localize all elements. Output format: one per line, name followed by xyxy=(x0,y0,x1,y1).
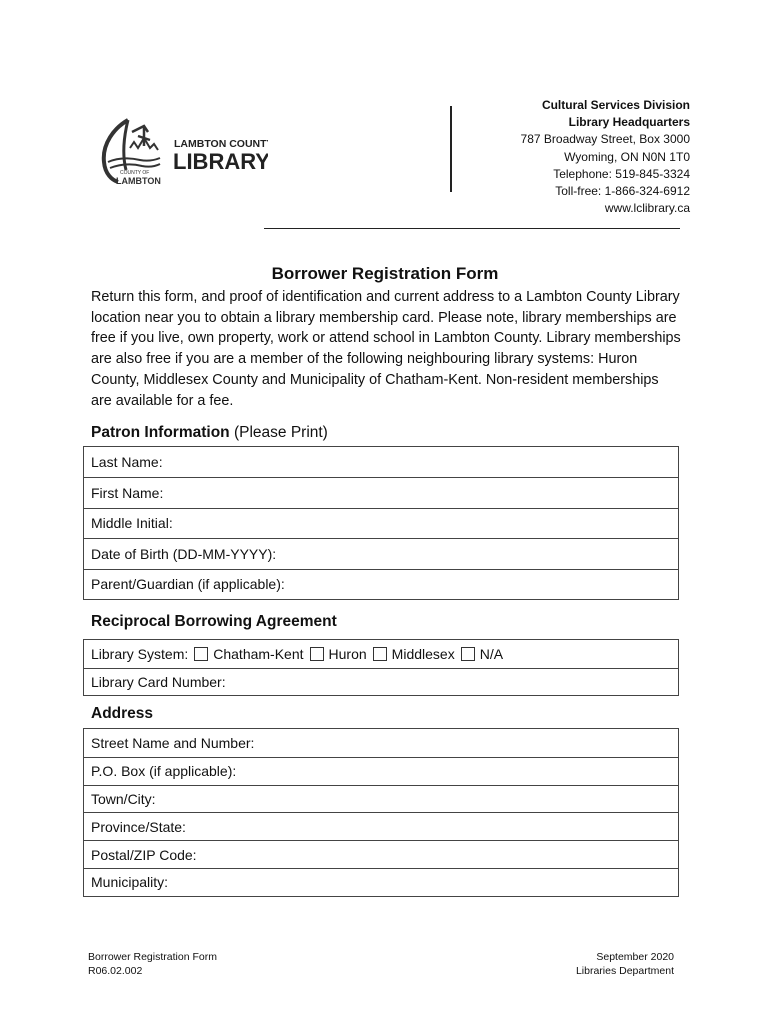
logo-seal-top-text: COUNTY OF xyxy=(120,170,150,176)
form-title: Borrower Registration Form xyxy=(271,264,499,283)
footer-date: September 2020 xyxy=(596,951,674,963)
province-state-field[interactable]: Province/State: xyxy=(84,812,678,840)
municipality-field[interactable]: Municipality: xyxy=(84,868,678,896)
na-checkbox[interactable] xyxy=(461,647,475,661)
address-table xyxy=(83,728,679,897)
patron-heading-text: Patron Information xyxy=(91,424,230,441)
na-label: N/A xyxy=(479,645,504,662)
library-logo xyxy=(98,118,268,190)
town-city-field[interactable]: Town/City: xyxy=(84,785,678,813)
middlesex-checkbox[interactable] xyxy=(373,647,387,661)
chatham-kent-label: Chatham-Kent xyxy=(213,645,304,662)
division-name: Cultural Services Division xyxy=(541,98,690,112)
chatham-kent-checkbox[interactable] xyxy=(194,647,208,661)
logo-seal-bottom-text: LAMBTON xyxy=(116,176,161,186)
footer-right xyxy=(576,951,674,978)
middle-initial-field[interactable]: Middle Initial: xyxy=(84,508,678,538)
postal-zip-field[interactable]: Postal/ZIP Code: xyxy=(84,840,678,868)
footer-form-code: R06.02.002 xyxy=(88,964,143,977)
first-name-field[interactable]: First Name: xyxy=(84,477,678,507)
address-heading: Address xyxy=(91,705,154,722)
form-intro: Return this form, and proof of identification and current address to a Lambton County Library location near you to obtain a library membership card. Please note, library memberships are free if you live, own property, work or attend school in Lambton County. Library memberships are also free if you are a member of the following neighbouring library systems: Huron County, Middlesex County and Municipality of Chatham-Kent. Non-resident memberships are available for a fee. xyxy=(91,289,681,409)
patron-heading-note: (Please Print) xyxy=(233,424,328,441)
footer-left xyxy=(88,951,217,978)
reciprocal-heading: Reciprocal Borrowing Agreement xyxy=(91,613,337,630)
logo-line2-text: LIBRARY xyxy=(173,149,268,174)
contact-block xyxy=(521,97,690,217)
library-system-label: Library System: xyxy=(91,645,189,662)
library-logo-graphic xyxy=(98,118,268,190)
footer-department: Libraries Department xyxy=(575,964,674,977)
patron-heading xyxy=(91,424,328,442)
huron-label: Huron xyxy=(328,645,367,662)
patron-table xyxy=(83,446,679,600)
parent-guardian-field[interactable]: Parent/Guardian (if applicable): xyxy=(84,569,678,599)
huron-checkbox[interactable] xyxy=(310,647,324,661)
street-address: 787 Broadway Street, Box 3000 xyxy=(520,132,690,147)
hq-name: Library Headquarters xyxy=(568,115,690,130)
header-divider xyxy=(450,106,452,192)
header-rule xyxy=(264,228,680,229)
date-of-birth-field[interactable]: Date of Birth (DD-MM-YYYY): xyxy=(84,538,678,568)
website-link[interactable]: www.lclibrary.ca xyxy=(604,201,690,216)
last-name-field[interactable]: Last Name: xyxy=(91,454,163,471)
reciprocal-table xyxy=(83,639,679,696)
telephone: Telephone: 519-845-3324 xyxy=(553,166,690,181)
footer-form-name: Borrower Registration Form xyxy=(88,951,217,963)
library-system-row xyxy=(84,640,678,668)
city-address: Wyoming, ON N0N 1T0 xyxy=(564,149,690,164)
logo-line1-text: LAMBTON COUNTY xyxy=(174,138,268,150)
po-box-field[interactable]: P.O. Box (if applicable): xyxy=(84,757,678,785)
middlesex-label: Middlesex xyxy=(391,645,455,662)
library-card-number-field[interactable]: Library Card Number: xyxy=(84,668,678,696)
toll-free: Toll-free: 1-866-324-6912 xyxy=(555,184,690,199)
street-field[interactable]: Street Name and Number: xyxy=(91,734,255,751)
